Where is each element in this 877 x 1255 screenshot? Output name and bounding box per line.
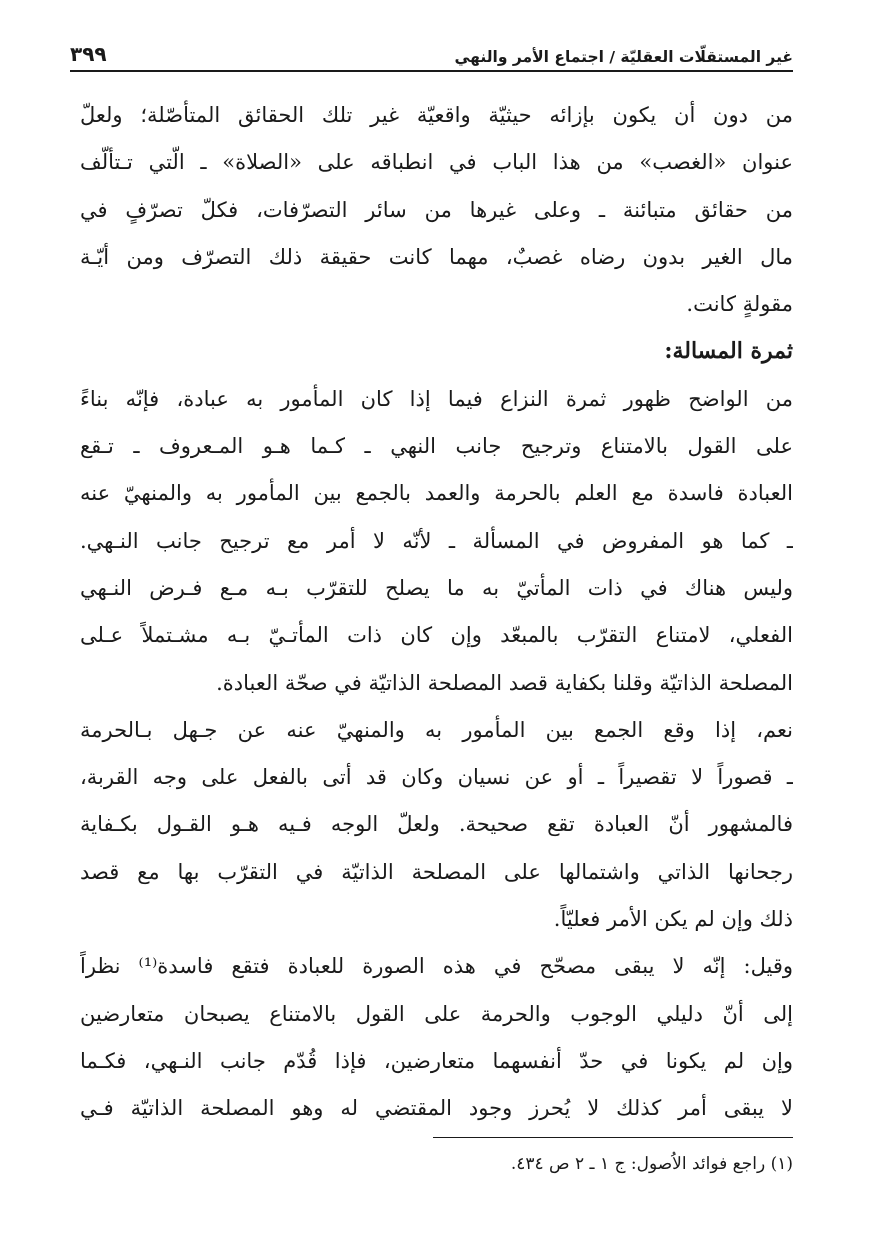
header-rule [70,70,793,72]
text-line: لا يبقى أمر كذلك لا يُحرز وجود المقتضي له وهو المصلحة الذاتيّة فـي [80,1096,793,1121]
text-line: ـ كما هو المفروض في المسألة ـ لأنّه لا أمر مع ترجيح جانب النـهي. [80,528,793,553]
text-line: إلى أنّ دليلي الوجوب والحرمة على القول بالامتناع يصبحان متعارضين [80,1001,793,1026]
running-header-title: غير المستقلّات العقليّة / اجتماع الأمر والنهي [454,48,793,66]
section-heading: ثمرة المسالة: [664,338,793,365]
text-line: مقولةٍ كانت. [686,292,793,317]
text-line: ذلك وإن لم يكن الأمر فعليّاً. [553,907,793,932]
text-line: على القول بالامتناع وترجيح جانب النهي ـ كـما هـو المـعروف ـ تـقع [80,434,793,459]
footnote-rule [433,1137,793,1138]
text-line: العبادة فاسدة مع العلم بالحرمة والعمد بالجمع بين المأمور به والمنهيّ عنه [80,481,793,506]
text-line: مال الغير بدون رضاه غصبٌ، مهما كانت حقيقة ذلك التصرّف ومن أيّـة [80,244,793,269]
text-line: المصلحة الذاتيّة وقلنا بكفاية قصد المصلحة الذاتيّة في صحّة العبادة. [216,670,793,695]
text-line: نعم، إذا وقع الجمع بين المأمور به والمنهيّ عنه عن جـهل بـالحرمة [80,717,793,742]
text-line: من دون أن يكون بإزائه حيثيّة واقعيّة غير تلك الحقائق المتأصّلة؛ ولعلّ [80,103,793,127]
text-line: ـ قصوراً لا تقصيراً ـ أو عن نسيان وكان قد أتى بالفعل على وجه القربة، [80,765,793,790]
page-number: ٣٩٩ [70,42,107,66]
body-text [80,92,793,1133]
text-line: الفعلي، لامتناع التقرّب بالمبعّد وإن كان ذات المأتـيّ بـه مشـتملاً عـلى [80,623,793,648]
text-line: رجحانها الذاتي واشتمالها على المصلحة الذاتيّة في التقرّب بها مع قصد [80,859,793,884]
text-line: من حقائق متبائنة ـ وعلى غيرها من سائر التصرّفات، فكلّ تصرّفٍ في [80,197,793,222]
text-line: من الواضح ظهور ثمرة النزاع فيما إذا كان المأمور به عبادة، فإنّه بناءً [80,386,793,411]
running-header [70,36,793,66]
text-line: عنوان «الغصب» من هذا الباب في انطباقه على «الصلاة» ـ الّتي تـتألّف [80,150,793,175]
text-line: وليس هناك في ذات المأتيّ به ما يصلح للتقرّب بـه مـع فـرض النـهي [80,575,793,600]
footnote: (١) راجع فوائد الاُصول: ج ١ ـ ٢ ص ٤٣٤. [510,1154,793,1174]
text-line: فالمشهور أنّ العبادة تقع صحيحة. ولعلّ الوجه فـيه هـو القـول بكـفاية [80,812,793,837]
text-line: وقيل: إنّه لا يبقى مصحّح في هذه الصورة للعبادة فتقع فاسدة⁽¹⁾ نظراً [80,954,793,979]
text-line: وإن لم يكونا في حدّ أنفسهما متعارضين، فإذا قُدّم جانب النـهي، فكـما [80,1048,793,1073]
